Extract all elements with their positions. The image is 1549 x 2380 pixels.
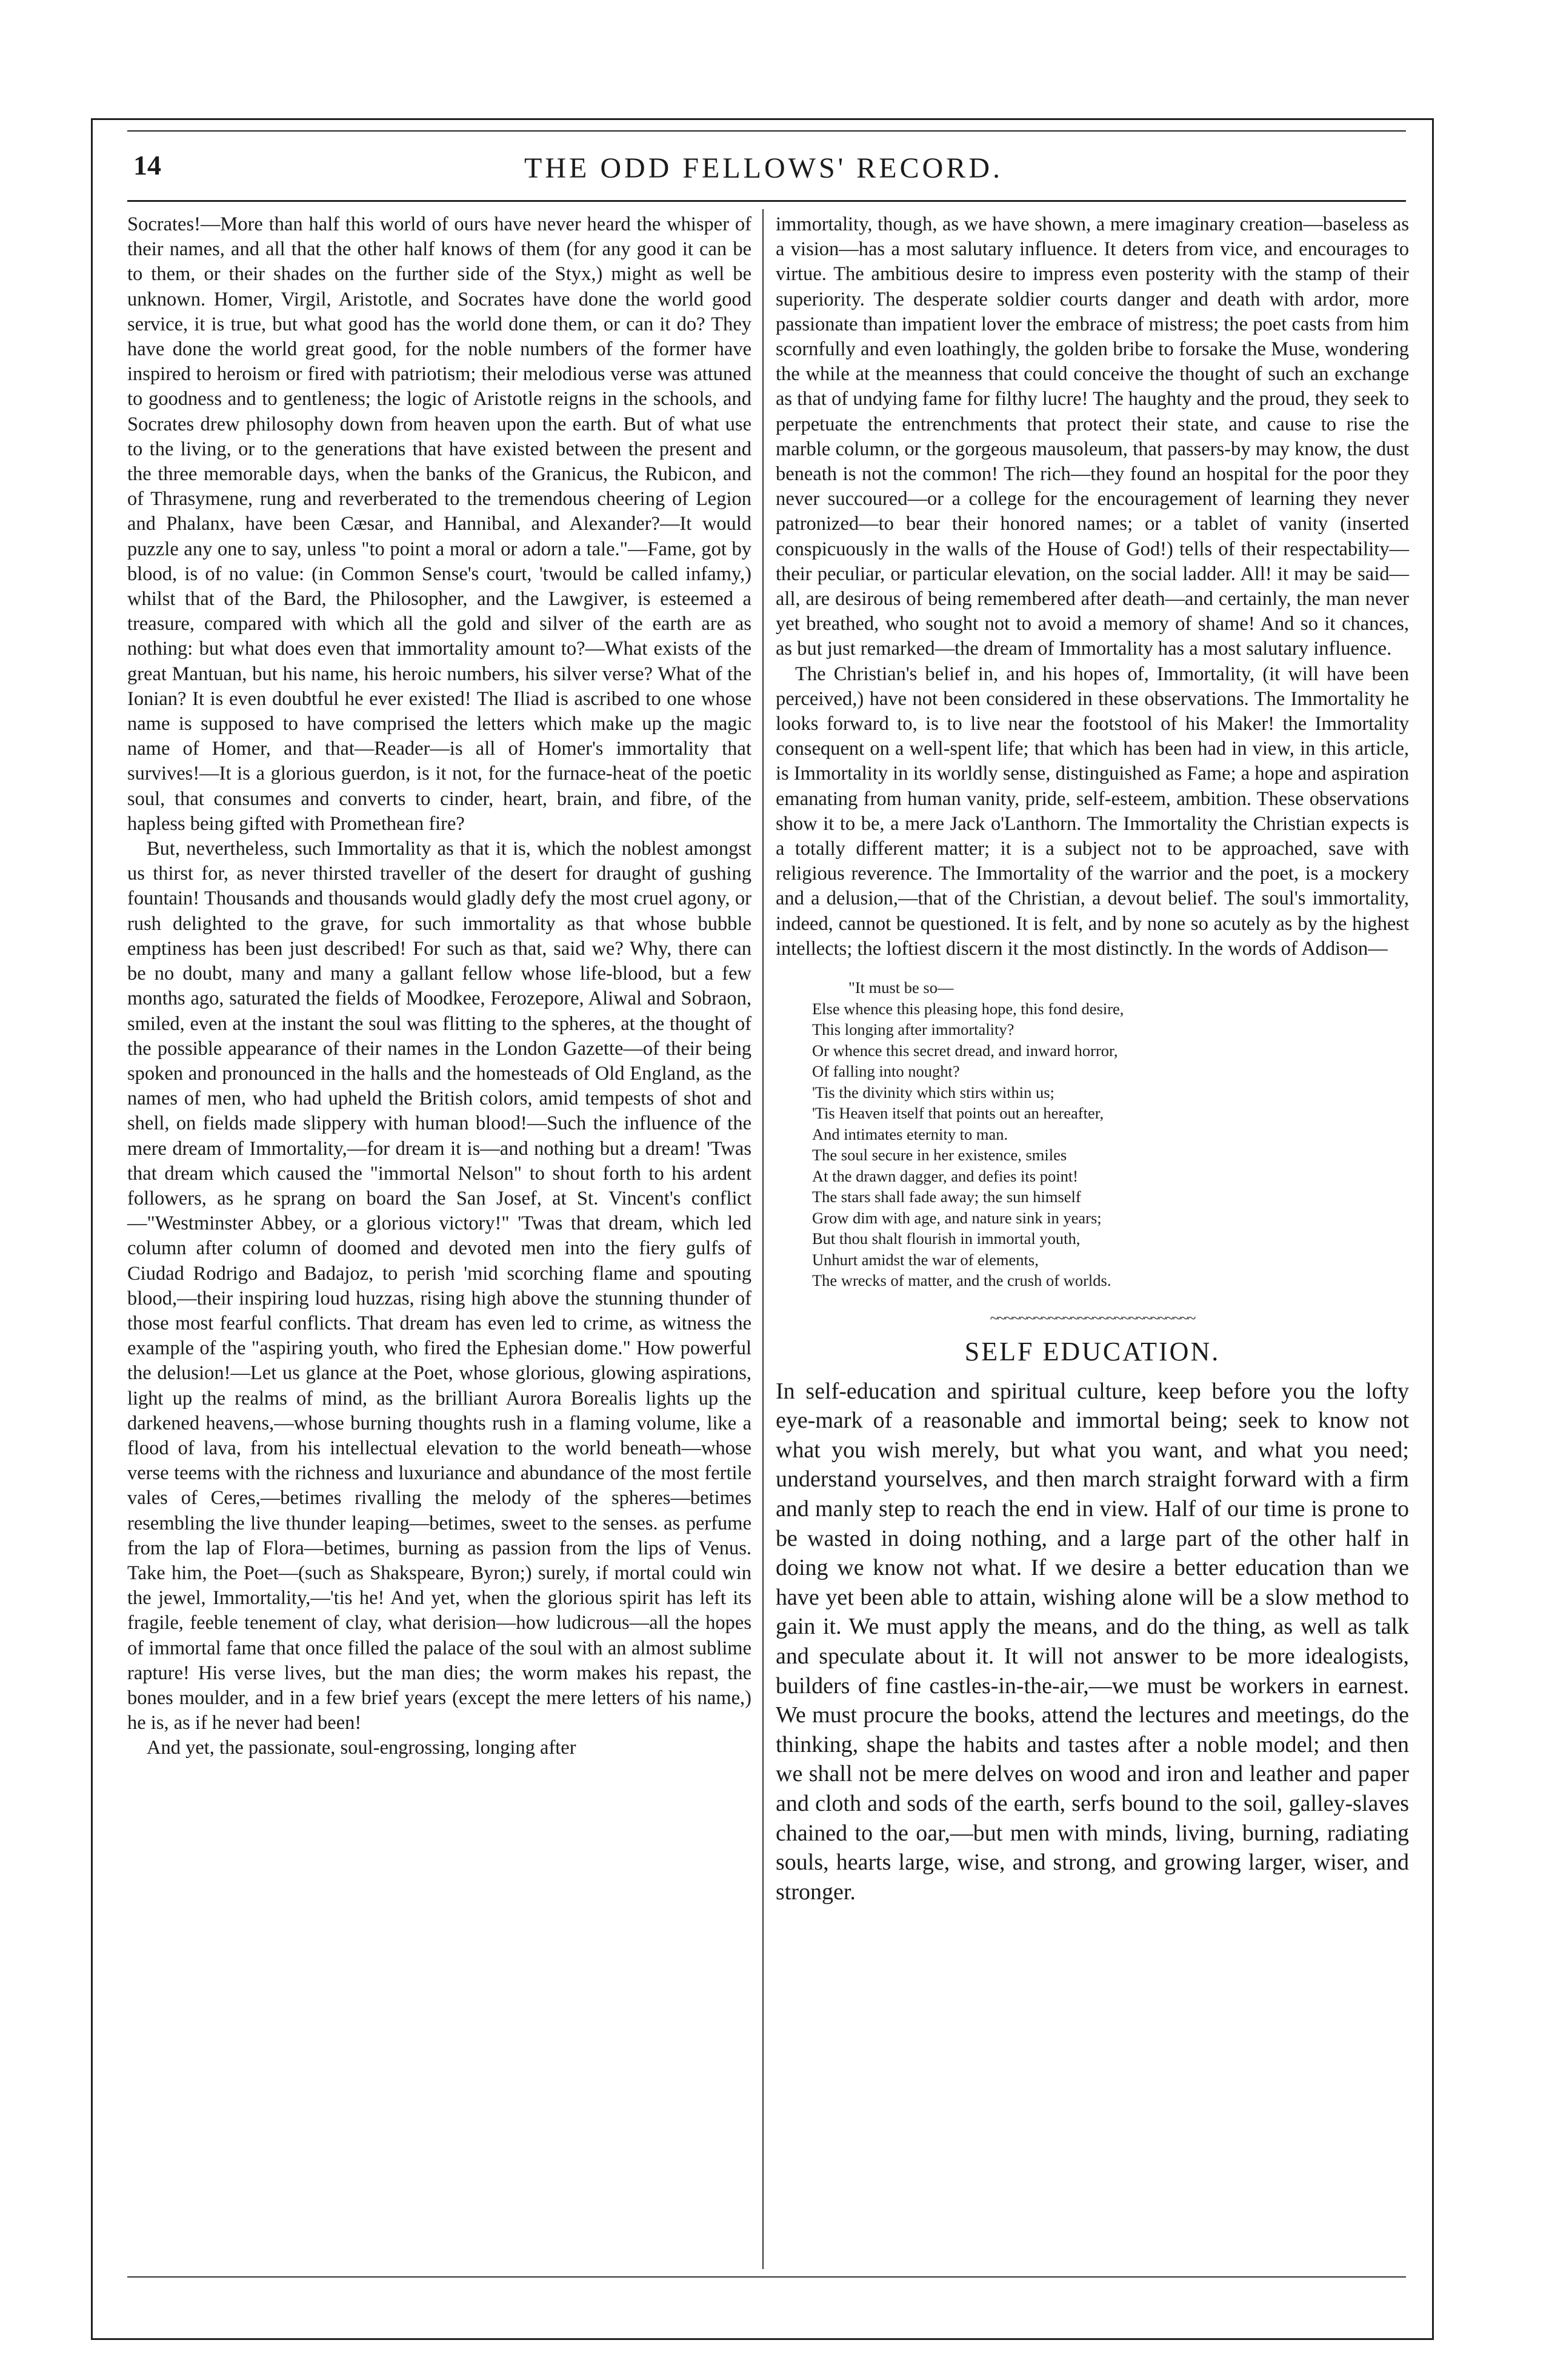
poem-line: Grow dim with age, and nature sink in years; (812, 1208, 1102, 1227)
poem-line: Or whence this secret dread, and inward horror, (812, 1041, 1118, 1060)
article-paragraph: And yet, the passionate, soul-engrossing, longing after (147, 1737, 576, 1759)
poem-line: The stars shall fade away; the sun himself (812, 1188, 1081, 1206)
poem-line: "It must be so— (848, 978, 954, 997)
poem-line: At the drawn dagger, and defies its point! (812, 1166, 1079, 1185)
poem-line: Else whence this pleasing hope, this fond desire, (812, 999, 1124, 1018)
top-rule (127, 130, 1406, 132)
section-ornament: ~~~~~~~~~~~~~~~~~~~~~~~~~~~~ (990, 1309, 1195, 1327)
poem-line: The wrecks of matter, and the crush of worlds. (812, 1271, 1111, 1290)
article-paragraph: In self-education and spiritual culture, keep before you the lofty eye-mark of a reasonable and immortal being; seek to know not what you wish merely, but what you want, and what you need; understand yourselves, and then march straight forward with a firm and manly step to reach the end in view. Half of our time is prone to be wasted in doing nothing, and a large part of the other half in doing we know not what. If we desire a better education than we have yet been able to attain, wishing alone will be a slow method to gain it. We must apply the means, and do the thing, as well as talk and speculate about it. It will not answer to be more idealogists, builders of fine castles-in-the-air,—we must be workers in earnest. We must procure the books, attend the lectures and meetings, do the thinking, shape the habits and tastes after a noble model; and then we shall not be mere delves on wood and iron and leather and paper and cloth and sods of the earth, serfs bound to the soil, galley-slaves chained to the oar,—but men with minds, living, burning, radiating souls, hearts large, wise, and strong, and growing larger, wiser, and stronger. (776, 1378, 1409, 1905)
poem-line: And intimates eternity to man. (812, 1125, 1008, 1143)
poem-line: But thou shalt flourish in immortal youth, (812, 1229, 1081, 1248)
poem-line: This longing after immortality? (812, 1020, 1014, 1039)
poem-line: Unhurt amidst the war of elements, (812, 1250, 1039, 1269)
bottom-rule (127, 2276, 1406, 2278)
page-number: 14 (133, 150, 161, 181)
poem-line: The soul secure in her existence, smiles (812, 1146, 1067, 1165)
running-title: THE ODD FELLOWS' RECORD. (524, 152, 1003, 184)
poem-line: Of falling into nought? (812, 1062, 960, 1081)
right-column (776, 212, 1409, 1907)
page-header (127, 141, 1400, 195)
article-paragraph: But, nevertheless, such Immortality as that it is, which the noblest amongst us thirst for, as never thirsted traveller of the desert for draught of gushing fountain! Thousands and thousands would gladly defy the most cruel agony, or rush delighted to the grave, for such immortality as that whose bubble emptiness has been just described! For such as that, said we? Why, there can be no doubt, many and many a gallant fellow whose life-blood, but a few months ago, saturated the fields of Moodkee, Ferozepore, Aliwal and Sobraon, smiled, even at the instant the soul was flitting to the spheres, at the thought of the possible appearance of their names in the London Gazette—of their being spoken and pronounced in the halls and the homesteads of Old England, as the names of men, who had upheld the British colors, amid tempests of shot and shell, on fields made slippery with human blood!—Such the influence of the mere dream of Immortality,—for dream it is—and nothing but a dream! 'Twas that dream which caused the "immortal Nelson" to shout forth to his ardent followers, as he sprang on board the San Josef, at St. Vincent's conflict—"Westminster Abbey, or a glorious victory!" 'Twas that dream, which led column after column of doomed and devoted men into the fiery gulfs of Ciudad Rodrigo and Badajoz, to perish 'mid scorching flame and spouting blood,—their inspiring loud huzzas, rising high above the stunning thunder of those most fearful conflicts. That dream has even led to crime, as witness the example of the "aspiring youth, who fired the Ephesian dome." How powerful the delusion!—Let us glance at the Poet, whose glorious, glowing aspirations, light up the realms of mind, as the brilliant Aurora Borealis lights up the darkened heavens,—whose burning thoughts rush in a flaming volume, like a flood of lava, from his intellectual elevation to the world beneath—whose verse teems with the richness and luxuriance and abundance of the most fertile vales of Ceres,—betimes rivalling the melody of the spheres—betimes resembling the live thunder leaping—betimes, sweet to the senses. as perfume from the lap of Flora—betimes, burning as passion from the lips of Venus. Take him, the Poet—(such as Shakspeare, Byron;) surely, if mortal could win the jewel, Immortality,—'tis he! And yet, when the glorious spirit has left its fragile, feeble tenement of clay, what derision—how ludicrous—all the hopes of immortal fame that once filled the palace of the soul with an almost sublime rapture! His verse lives, but the man dies; the worm makes his repast, the bones moulder, and in a few brief years (except the mere letters of his name,) he is, as if he never had been! (127, 838, 751, 1734)
self-education-article (776, 1377, 1409, 1907)
header-rule (127, 200, 1406, 202)
article-paragraph: Socrates!—More than half this world of ours have never heard the whisper of their names, and all that the other half knows of them (for any good it can be to them, or their shades on the further side of the Styx,) might as well be unknown. Homer, Virgil, Aristotle, and Socrates have done the world good service, it is true, but what good has the world done them, or can it do? They have done the world great good, for the noble numbers of the former have inspired to heroism or fired with patriotism; their melodious verse was attuned to goodness and to gentleness; the logic of Aristotle reigns in the schools, and Socrates drew philosophy down from heaven upon the earth. But of what use to the living, or to the generations that have existed between the present and the three memorable days, when the banks of the Granicus, the Rubicon, and of Thrasymene, rung and reverberated to the tremendous cheering of Legion and Phalanx, have been Cæsar, and Hannibal, and Alexander?—It would puzzle any one to say, unless "to point a moral or adorn a tale."—Fame, got by blood, is of no value: (in Common Sense's court, 'twould be called infamy,) whilst that of the Bard, the Philosopher, and the Lawgiver, is esteemed a treasure, compared with which all the gold and silver of the earth are as nothing: but what does even that immortality amount to?—What exists of the great Mantuan, but his name, his heroic numbers, his silver verse? What of the Ionian? It is even doubtful he ever existed! The Iliad is ascribed to one whose name is supposed to have comprised the letters which make up the magic name of Homer, and that—Reader—is all of Homer's immortality that survives!—It is a glorious guerdon, is it not, for the furnace-heat of the poetic soul, that consumes and converts to cinder, heart, brain, and fibre, of the hapless being gifted with Promethean fire? (127, 213, 751, 835)
left-column (127, 212, 751, 1761)
article-paragraph: immortality, though, as we have shown, a mere imaginary creation—baseless as a vision—has a most salutary influence. It deters from vice, and encourages to virtue. The ambitious desire to impress even posterity with the stamp of their superiority. The desperate soldier courts danger and death with ardor, more passionate than impatient lover the embrace of mistress; the poet casts from him scornfully and even loathingly, the golden bribe to forsake the Muse, wondering the while at the meanness that could conceive the thought of such an exchange as that of undying fame for filthy lucre! The haughty and the proud, they seek to perpetuate the entrenchments that protect their state, and cause to rise the marble column, or the gorgeous mausoleum, that passers-by may know, the dust beneath is not the common! The rich—they found an hospital for the poor they never succoured—or a college for the encouragement of learning they never patronized—to bear their honored names; or a tablet of vanity (inserted conspicuously in the walls of the House of God!) tells of their respectability—their peculiar, or particular elevation, on the social ladder. All! it may be said—all, are desirous of being remembered after death—and certainly, the man never yet breathed, who sought not to avoid a memory of shame! And so it chances, as but just remarked—the dream of Immortality has a most salutary influence. (776, 213, 1409, 660)
addison-quote (812, 977, 1409, 1291)
poem-line: 'Tis the divinity which stirs within us; (812, 1083, 1054, 1101)
column-divider (762, 209, 764, 2269)
article-paragraph: The Christian's belief in, and his hopes of, Immortality, (it will have been perceived,) have not been considered in these observations. The Immortality he looks forward to, is to live near the footstool of his Maker! the Immortality consequent on a well-spent life; that which has been had in view, in this article, is Immortality in its worldly sense, distinguished as Fame; a hope and aspiration emanating from human vanity, pride, self-esteem, ambition. These observations show it to be, a mere Jack o'Lanthorn. The Immortality the Christian expects is a totally different matter; it is a subject not to be approached, save with religious reverence. The Immortality of the warrior and the poet, is a mockery and a delusion,—that of the Christian, a devout belief. The soul's immortality, indeed, cannot be questioned. It is felt, and by none so acutely as by the highest intellects; the loftiest discern it the most distinctly. In the words of Addison— (776, 663, 1409, 960)
poem-line: 'Tis Heaven itself that points out an hereafter, (812, 1104, 1104, 1123)
section-title: SELF EDUCATION. (964, 1336, 1221, 1366)
